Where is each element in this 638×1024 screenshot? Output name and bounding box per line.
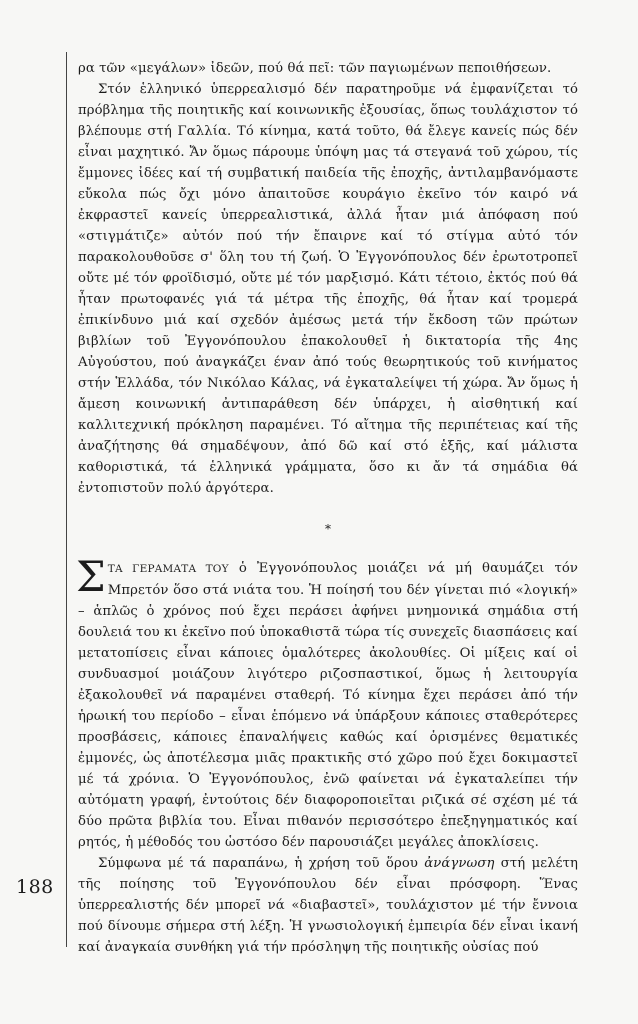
margin-rule bbox=[66, 52, 67, 947]
paragraph-2: Στόν ἑλληνικό ὑπερρεαλισμό δέν παρατηροῦμε νά ἐμφανίζεται τό πρόβλημα τῆς ποιητικῆς καί κοινωνικῆς ἐξουσίας, ὅπως τουλάχιστον τό βλέπουμε στή Γαλλία. Τό κίνημα, κατά τοῦτο, θά ἔλεγε κανείς πώς δέν εἶναι μαχητικό. Ἄν ὅμως πάρουμε ὑπόψη μας τά στεγανά τοῦ χώρου, τίς ἔμμονες ἰδέες καί τή συμβατική παιδεία τῆς ἐποχῆς, ἀντιλαμβανόμαστε εὔκολα πώς ὄχι μόνο ἀπαιτοῦσε κουράγιο ἐκεῖνο τόν καιρό νά ἐκφραστεῖ κανείς ὑπερρεαλιστικά, ἀλλά ἦταν μιά ἀπόφαση πού «στιγμάτιζε» αὐτόν πού τήν ἔπαιρνε καί τό στίγμα αὐτό τόν παρακολουθοῦσε σ' ὅλη του τή ζωή. Ὁ Ἐγγονόπουλος δέν ἐρωτοτροπεῖ οὔτε μέ τόν φροϊδισμό, οὔτε μέ τόν μαρξισμό. Κάτι τέτοιο, ἐκτός πού θά ἦταν πρωτοφανές γιά τά μέτρα τῆς ἐποχῆς, θά ἦταν καί τρομερά ἐπικίνδυνο μιά καί σχεδόν ἀμέσως μετά τήν ἔκδοση τῶν πρώτων βιβλίων τοῦ Ἐγγονόπουλου ἐπακολουθεῖ ἡ δικτατορία τῆς 4ης Αὐγούστου, πού ἀναγκάζει έναν ἀπό τούς θεωρητικούς τοῦ κινήματος στήν Ἑλλάδα, τόν Νικόλαο Κάλας, νά ἐγκαταλείψει τή χώρα. Ἄν ὅμως ἡ ἄμεση κοινωνική ἀντιπαράθεση δέν ὑπάρχει, ἡ αἰσθητική καί καλλιτεχνική πρόκληση παραμένει. Τό αἴτημα τῆς περιπέτειας καί τῆς ἀναζήτησης θά σημαδέψουν, ἀπό δῶ καί στό ἑξῆς, καί μάλιστα καθοριστικά, τά ἑλληνικά γράμματα, ὅσο κι ἄν τά σημάδια θά ἐντοπιστοῦν πολύ ἀργότερα. bbox=[78, 82, 578, 496]
emphasis-term: ἀνάγνωση bbox=[424, 856, 495, 871]
paragraph-3 bbox=[76, 552, 578, 853]
page-number: 188 bbox=[16, 876, 54, 898]
paragraph-4 bbox=[78, 853, 578, 958]
paragraph-3-text: ὁ Ἐγγονόπουλος μοιάζει νά μή θαυμάζει τόν Μπρετόν ὅσο στά νιάτα του. Ἡ ποίησή του δέν γίνεται πιό «λογική» – ἁπλῶς ὁ χρόνος πού ἔχει περάσει ἀφήνει μνημονικά σημάδια στή δουλειά του κι ἐκεῖνο πού ὑποκαθιστᾶ τώρα τίς συνεχεῖς διασπάσεις καί μετατοπίσεις εἶναι κάποιες ὁμαλότερες ἀκολουθίες. Οἱ μίξεις καί οἱ συνδυασμοί μοιάζουν λιγότερο ριζοσπαστικοί, ὅμως ἡ λειτουργία ἐξακολουθεῖ νά παραμένει σταθερή. Τό κίνημα ἔχει περάσει ἀπό τήν ἡρωική του περίοδο – εἶναι ἑπόμενο νά ὑπάρξουν κάποιες σταθερότερες προσβάσεις, κάποιες ἐπαναλήψεις καθώς καί ὁρισμένες θεματικές ἐμμονές, ὡς ἀποτέλεσμα μιᾶς πρακτικῆς στό χῶρο πού ἔχει δοκιμαστεῖ μέ τά χρόνια. Ὁ Ἐγγονόπουλος, ἐνῶ φαίνεται νά ἐγκαταλείπει τήν αὐτόματη γραφή, ἐντούτοις δέν διαφοροποιεῖται ριζικά σέ σχέση μέ τά δύο πρῶτα βιβλία του. Εἶναι πιθανόν περισσότερο ἐπεξηγηματικός καί ρητός, ἡ μέθοδός του ὡστόσο δέν παρουσιάζει μεγάλες ἀποκλίσεις. bbox=[78, 561, 578, 850]
body-text bbox=[78, 58, 578, 958]
drop-cap: Σ bbox=[76, 552, 106, 601]
paragraph-1: ρα τῶν «μεγάλων» ἰδεῶν, πού θά πεῖ: τῶν παγιωμένων πεποιθήσεων. bbox=[78, 61, 552, 76]
paragraph-4-text-b: στή μελέτη τῆς ποίησης τοῦ Ἐγγονόπουλου δέν εἶναι πρόσφορη. Ἕνας ὑπερρεαλιστής δέν μπορεῖ νά «διαβαστεῖ», τουλάχιστον μέ τήν ἔννοια πού δίνουμε σήμερα στή λέξη. Ἡ γνωσιολογική ἐμπειρία δέν εἶναι ἱκανή καί ἀναγκαία συνθήκη γιά τήν πρόσληψη τῆς ποιητικῆς οὐσίας πού bbox=[78, 856, 578, 955]
small-caps-lead: ΤΑ ΓΕΡΑΜΑΤΑ ΤΟΥ bbox=[107, 563, 229, 575]
paragraph-4-text-a: Σύμφωνα μέ τά παραπάνω, ἡ χρήση τοῦ ὅρου bbox=[98, 856, 425, 871]
section-separator: * bbox=[324, 522, 332, 536]
